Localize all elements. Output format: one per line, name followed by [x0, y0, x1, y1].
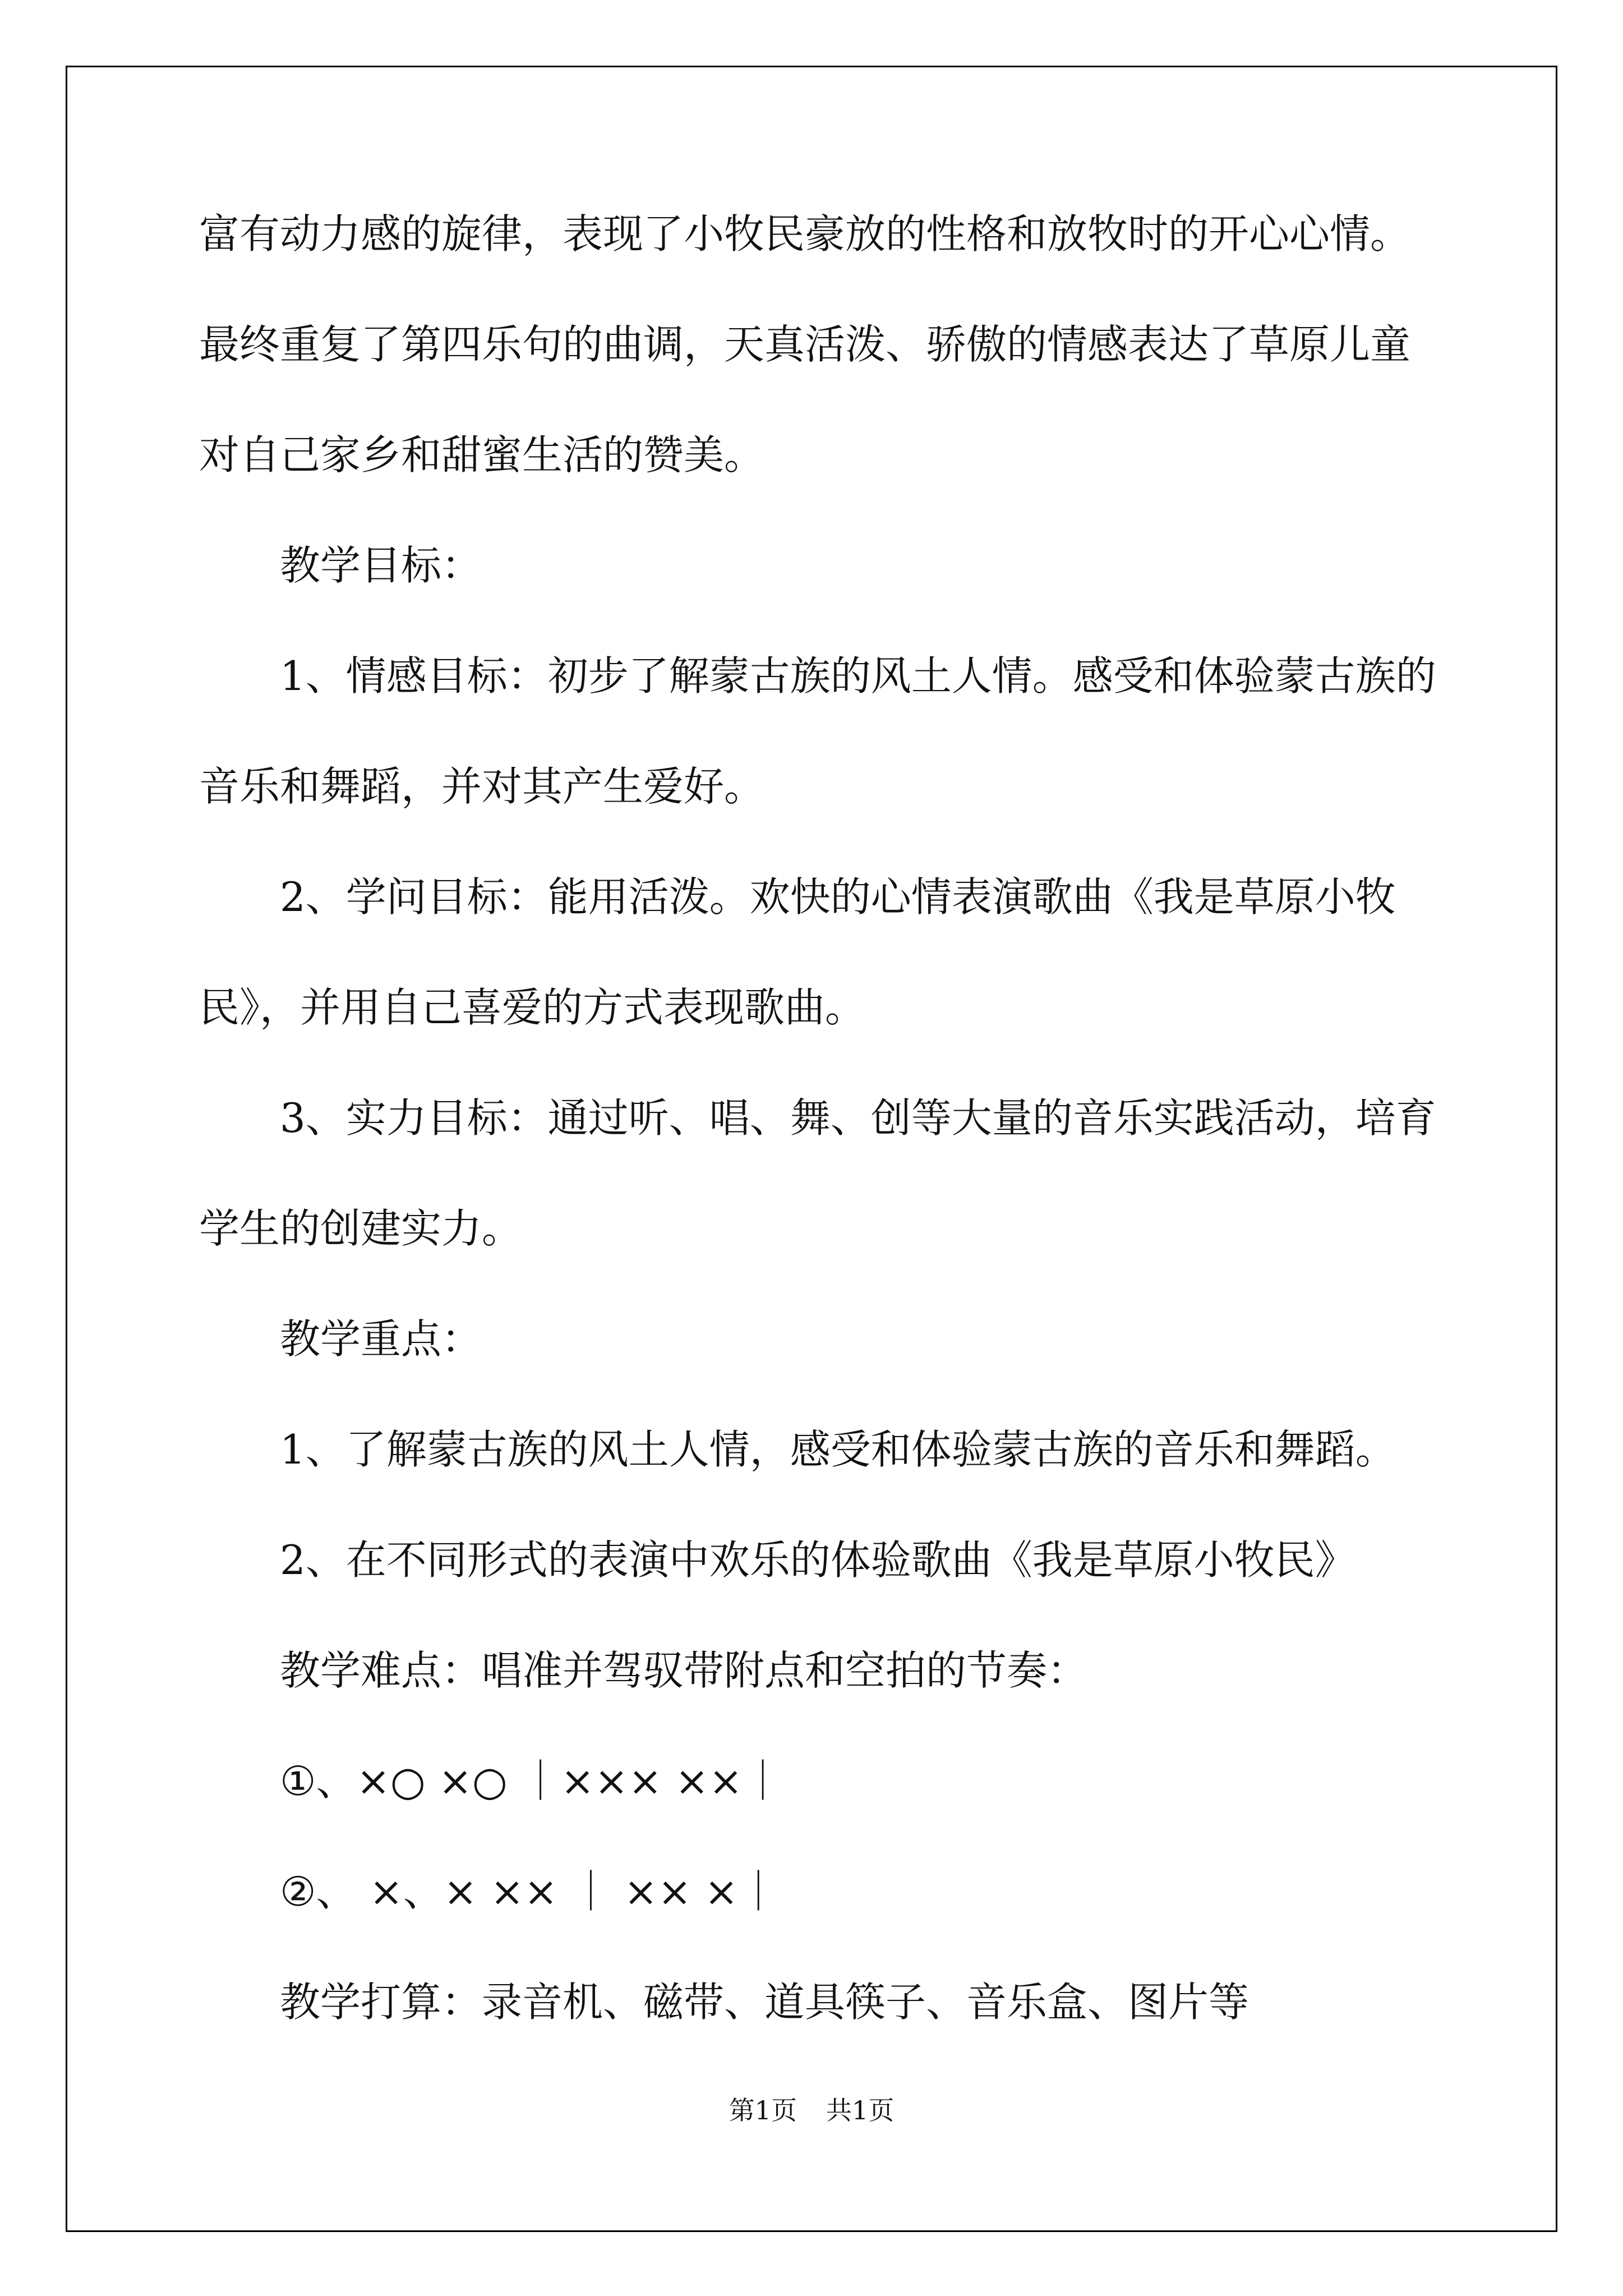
text-line: 2、学问目标：能用活泼。欢快的心情表演歌曲《我是草原小牧	[280, 873, 1396, 921]
text-line: 音乐和舞蹈，并对其产生爱好。	[199, 763, 765, 810]
text-line: 最终重复了第四乐句的曲调，天真活泼、骄傲的情感表达了草原儿童	[199, 321, 1411, 368]
text-line: 2、在不同形式的表演中欢乐的体验歌曲《我是草原小牧民》	[280, 1536, 1355, 1584]
rhythm-pattern-2: ②、 ×、× ×× ｜ ×× ×｜	[280, 1868, 779, 1915]
text-line: 对自己家乡和甜蜜生活的赞美。	[199, 431, 765, 478]
text-line: 1、情感目标：初步了解蒙古族的风土人情。感受和体验蒙古族的	[280, 652, 1436, 700]
section-heading-objectives: 教学目标：	[280, 542, 482, 589]
text-line: 学生的创建实力。	[199, 1205, 523, 1252]
section-heading-difficulties: 教学难点：唱准并驾驭带附点和空拍的节奏：	[280, 1647, 1088, 1694]
text-line: 3、实力目标：通过听、唱、舞、创等大量的音乐实践活动，培育	[280, 1094, 1436, 1142]
rhythm-pattern-1: ①、×○ ×○ ｜××× ××｜	[280, 1757, 783, 1805]
section-heading-preparation: 教学打算：录音机、磁带、道具筷子、音乐盒、图片等	[280, 1978, 1249, 2026]
text-line: 民》，并用自己喜爱的方式表现歌曲。	[199, 984, 866, 1031]
page-number: 第1页	[728, 2095, 797, 2125]
text-line: 富有动力感的旋律，表现了小牧民豪放的性格和放牧时的开心心情。	[199, 210, 1411, 257]
page-total: 共1页	[826, 2095, 895, 2125]
section-heading-key-points: 教学重点：	[280, 1315, 482, 1363]
page-footer	[0, 2090, 1623, 2127]
text-line: 1、了解蒙古族的风土人情，感受和体验蒙古族的音乐和舞蹈。	[280, 1426, 1396, 1473]
